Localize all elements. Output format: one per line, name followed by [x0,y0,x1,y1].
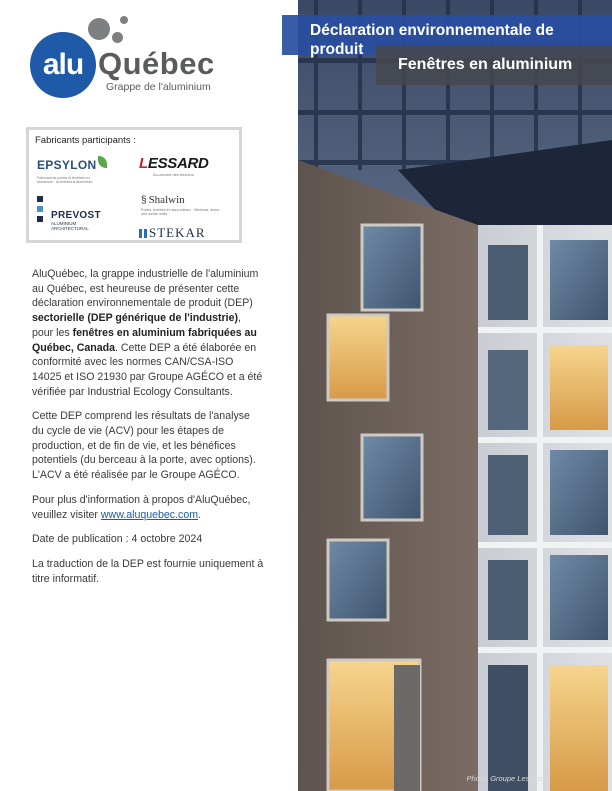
prevost-tagline [51,222,111,232]
prevost-square-icon [37,216,43,222]
manufacturers-title: Fabricants participants : [35,135,136,146]
intro-bold-sector: sectorielle (DEP générique de l'industrie) [32,312,239,325]
stekar-icon [139,229,147,238]
prevost-line1: ALUMINIUM [51,221,77,226]
epsylon-logo [37,156,107,184]
photo-credit: Photo: Groupe Lessard [466,774,544,783]
intro-text-part: AluQuébec, la grappe industrielle de l'aluminium au Québec, est heureuse de présenter cette déclaration environnementale de produit (DEP) [32,268,259,310]
lessard-logo [139,155,209,177]
paragraph-intro [32,267,264,399]
paragraph-contact [32,493,264,522]
lessard-tagline: Au-devant des besoins [153,172,194,177]
intro-text-part: , pour les [32,312,241,339]
logo-prefix: alu [42,48,84,81]
lessard-name: ESSARD [147,155,209,172]
stekar-logo [139,224,206,242]
contact-text-end: . [198,508,202,521]
building-photo [298,0,612,791]
product-subtitle-banner: Fenêtres en aluminium [376,45,612,85]
lessard-initial: L [139,155,148,172]
logo-dot-small [120,16,128,24]
publication-date: Date de publication : 4 octobre 2024 [32,533,203,546]
building-illustration [298,0,612,791]
paragraph-translation: La traduction de la DEP est fournie uniquement à titre informatif. [32,557,264,585]
logo-subtitle: Grappe de l'aluminium [106,81,211,93]
logo-circle [30,32,96,98]
contact-text: Pour plus d'information à propos d'AluQuébec, veuillez visiter [32,493,251,521]
aluquebec-link[interactable]: www.aluquebec.com [100,508,199,521]
epsylon-name: EPSYLON [37,158,97,172]
shalwin-name: Shalwin [148,194,185,206]
intro-text-part: . Cette DEP a été élaborée en conformité avec les normes CAN/CSA-ISO 14025 et ISO 21930 par Groupe AGÉCO et a été vérifiée par Industrial Ecology Consultants. [32,341,263,398]
logo-dot-large [88,18,110,40]
shalwin-logo [141,190,221,216]
prevost-square-icon [37,206,43,212]
shalwin-icon: § [141,195,147,206]
leaf-icon [98,156,107,168]
prevost-square-icon [37,196,43,202]
epsylon-tagline: Fabricant de portes et fenêtres en aluminium · Architectural Aluminium [37,176,93,184]
prevost-line2: ARCHITECTURAL [51,225,89,231]
intro-bold-product: fenêtres en aluminium fabriquées au Québec, Canada [32,326,257,354]
prevost-logo [37,196,117,236]
paragraph-lca: Cette DEP comprend les résultats de l'analyse du cycle de vie (ACV) pour les étapes de production, et de fin de vie, et les bénéfices potentiels (du berceau à la porte, avec options). L'ACV a été réalisée par le Groupe AGÉCO. [32,410,256,482]
stekar-name: STEKAR [149,225,206,240]
shalwin-tagline: Portes, fenêtres et murs-rideaux · Windows, doors and curtain walls [141,208,220,216]
document-title-banner: Déclaration environnementale de produit [282,15,612,55]
prevost-name: PREVOST [51,210,101,221]
logo-dot-medium [112,32,123,43]
aluquebec-logo [28,14,248,94]
logo-wordmark: Québec [98,46,215,81]
intro-text [32,267,264,596]
manufacturers-box [26,127,242,243]
